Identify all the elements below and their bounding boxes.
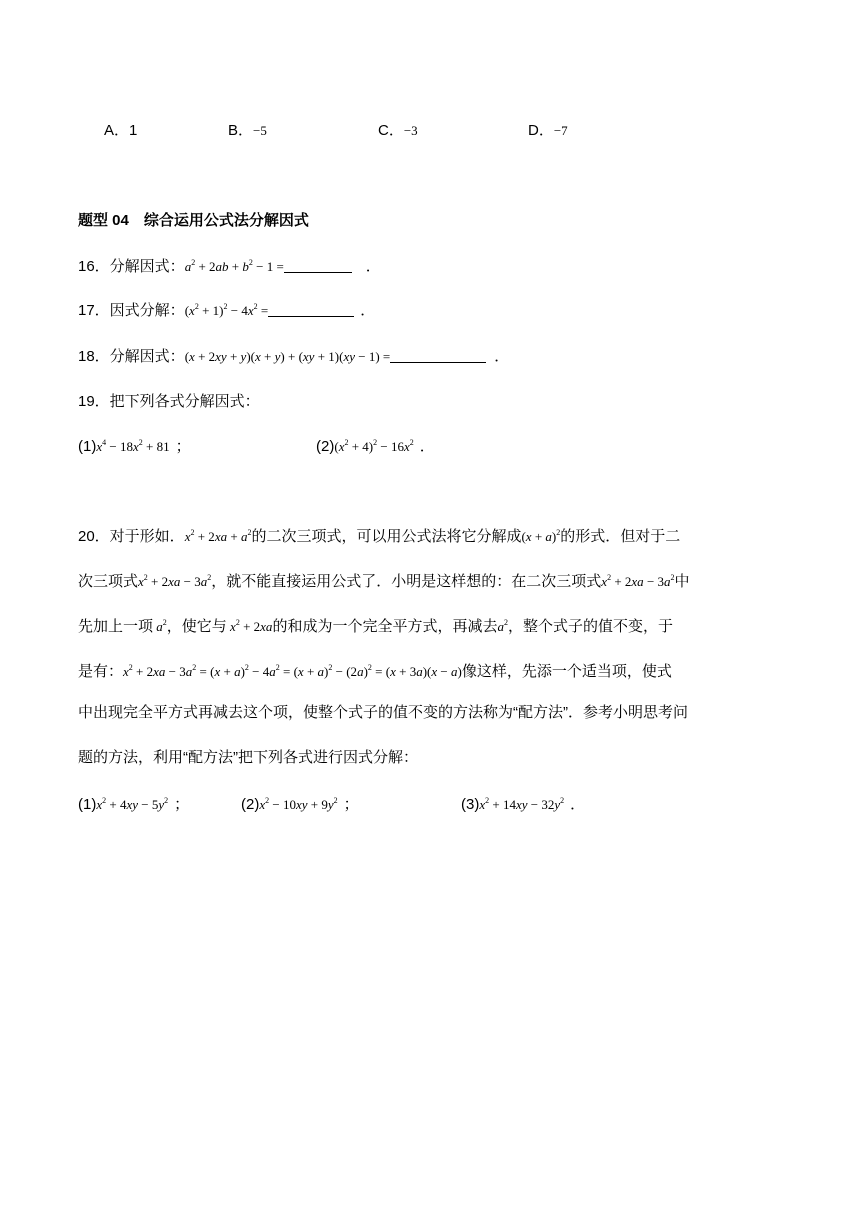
q20-part-3	[461, 793, 585, 814]
q20-p3-end: ．	[570, 796, 586, 813]
q20-r2-text-c: 中	[674, 573, 690, 590]
q20-r3-text-a: 先加上一项	[78, 618, 154, 635]
q20-expr-x2-2xa: $x^2 + 2xa$	[226, 618, 273, 634]
q20-expr-square: $(x + a)^2$	[521, 528, 561, 544]
question-17	[78, 299, 375, 320]
q19-part-2	[316, 435, 435, 456]
q20-row-2	[78, 563, 790, 593]
q18-answer-blank[interactable]	[390, 348, 486, 363]
q20-row-6	[78, 743, 790, 773]
q16-prefix: 16．分解因式：	[78, 258, 185, 275]
option-b-label: B．	[228, 122, 254, 139]
option-d-value: −7	[553, 123, 568, 138]
section-title: 题型 04 综合运用公式法分解因式	[78, 212, 309, 229]
option-d-label: D．	[528, 122, 554, 139]
q20-r1-text-c: 的形式．但对于二	[560, 528, 681, 545]
q17-prefix: 17．因式分解：	[78, 302, 185, 319]
q17-expression: $(x^2 + 1)^2 - 4x^2$ =	[184, 302, 269, 318]
q20-p1-expression: $x^2 + 4xy - 5y^2$	[96, 796, 169, 812]
q19-p2-end: ．	[419, 438, 435, 455]
q20-p2-end: ；	[343, 796, 359, 813]
q20-row-4	[78, 653, 790, 683]
q16-suffix: ．	[365, 258, 381, 275]
option-a-label: A．	[104, 122, 130, 139]
q19-p1-expression: $x^4 - 18x^2 + 81$	[96, 438, 170, 454]
q20-expr-b: $x^2 + 2xa - 3a^2$	[601, 573, 675, 589]
q20-expr-derivation: $x^2 + 2xa - 3a^2 = (x + a)^2 - 4a^2 = (x + a)^2 - (2a)^2 = (x + 3a)(x - a)$	[123, 663, 462, 679]
q16-answer-blank[interactable]	[284, 258, 352, 273]
q16-expression: $a^2 + 2ab + b^2 - 1$ =	[184, 258, 284, 274]
q18-expression: (x + 2xy + y)(x + y) + (xy + 1)(xy − 1) =	[184, 349, 391, 364]
q20-p1-label: (1)	[78, 796, 97, 813]
q19-part-1	[78, 435, 191, 456]
q19-p2-label: (2)	[316, 438, 335, 455]
q20-r2-text-a: 次三项式	[78, 573, 139, 590]
q20-r5-text: 中出现完全平方式再减去这个项，使整个式子的值不变的方法称为“配方法”．参考小明思考问	[78, 704, 688, 721]
q20-r4-text-b: 像这样，先添一个适当项，使式	[461, 663, 672, 680]
q20-r1-text-a: 20．对于形如．	[78, 528, 185, 545]
option-c-label: C．	[378, 122, 404, 139]
q20-p2-expression: $x^2 - 10xy + 9y^2$	[259, 796, 338, 812]
q18-prefix: 18．分解因式：	[78, 348, 185, 365]
q20-expr-a: $x^2 + 2xa - 3a^2$	[138, 573, 212, 589]
q17-suffix: ．	[360, 302, 376, 319]
q20-r3-text-c: 的和成为一个完全平方式，再减去	[272, 618, 498, 635]
q20-r6-text: 题的方法，利用“配方法”把下列各式进行因式分解：	[78, 749, 418, 766]
q20-expr-a2-b: $a^2$	[497, 618, 508, 634]
option-d	[528, 119, 568, 140]
q19-p2-expression: $(x^2 + 4)^2 - 16x^2$	[334, 438, 414, 454]
q20-r3-text-b: ，使它与	[166, 618, 227, 635]
q19-p1-end: ；	[175, 438, 191, 455]
option-c	[378, 119, 418, 140]
q20-r4-text-a: 是有：	[78, 663, 124, 680]
q20-r3-text-d: ，整个式子的值不变，于	[507, 618, 673, 635]
question-16	[78, 255, 381, 276]
q20-row-5	[78, 698, 790, 728]
q20-part-2	[241, 793, 359, 814]
q20-p2-label: (2)	[241, 796, 260, 813]
q20-p3-expression: $x^2 + 14xy - 32y^2$	[479, 796, 565, 812]
q20-p1-end: ；	[174, 796, 190, 813]
option-c-value: −3	[403, 123, 418, 138]
question-18	[78, 345, 509, 366]
q17-answer-blank[interactable]	[268, 302, 354, 317]
q20-p3-label: (3)	[461, 796, 480, 813]
q20-row-3	[78, 608, 790, 638]
question-20	[78, 518, 790, 773]
question-19: 19．把下列各式分解因式：	[78, 393, 260, 410]
option-b	[228, 119, 267, 140]
q20-part-1	[78, 793, 189, 814]
q20-row-1	[78, 518, 790, 548]
q20-expr-trinomial: $x^2 + 2xa + a^2$	[184, 528, 252, 544]
q20-r1-text-b: 的二次三项式，可以用公式法将它分解成	[251, 528, 522, 545]
option-a	[104, 119, 137, 140]
q20-r2-text-b: ，就不能直接运用公式了．小明是这样想的：在二次三项式	[211, 573, 602, 590]
q19-p1-label: (1)	[78, 438, 97, 455]
q18-suffix: ．	[494, 348, 510, 365]
option-b-value: −5	[253, 123, 267, 138]
q20-expr-a2: $a^2$	[153, 618, 167, 634]
option-a-value: 1	[129, 122, 138, 139]
